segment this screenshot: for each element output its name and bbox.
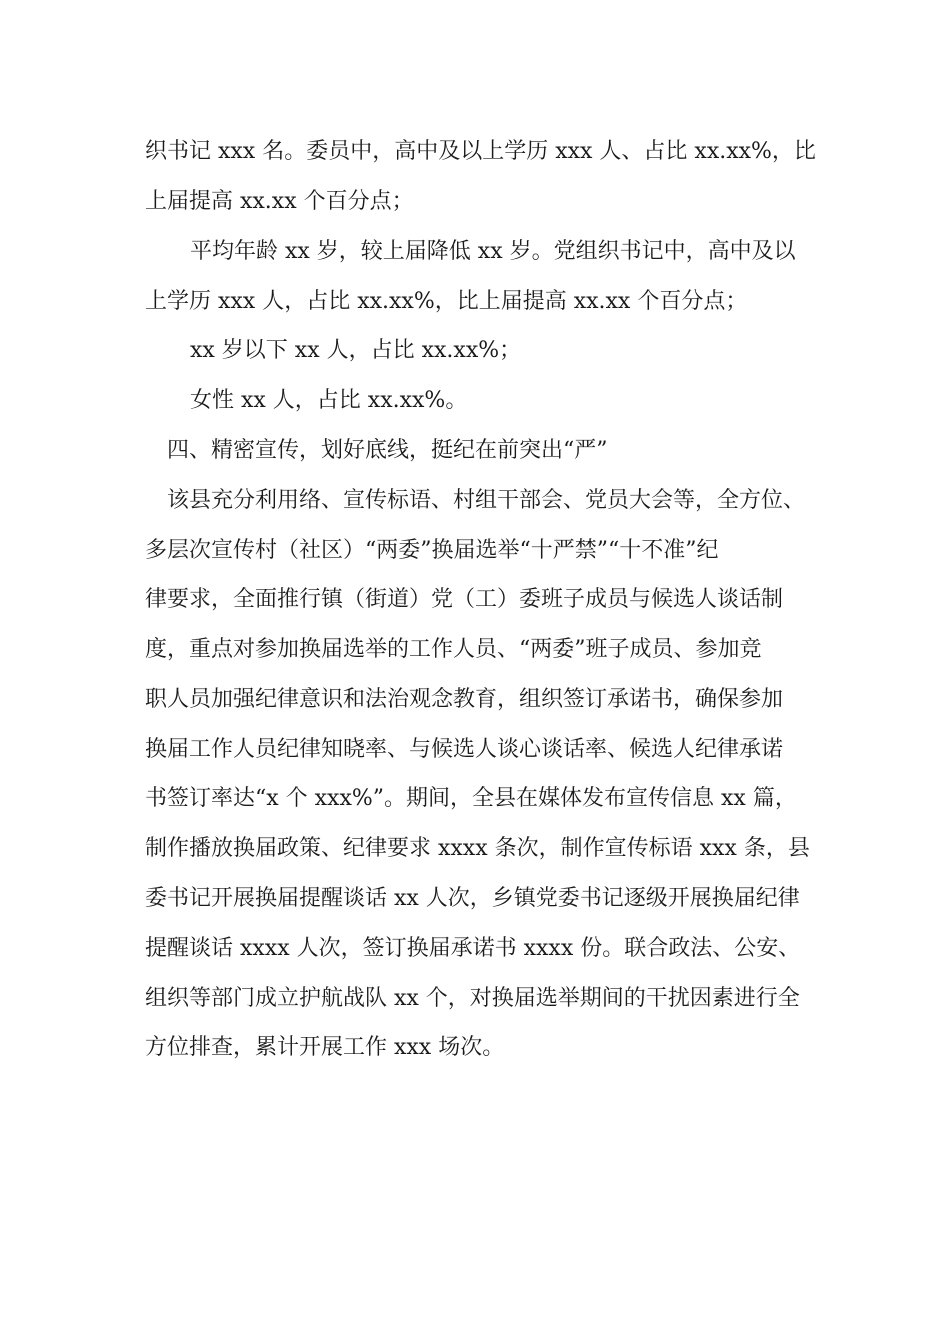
- text-line: 上届提高 xx.xx 个百分点；: [145, 189, 414, 214]
- text-line: xx 岁以下 xx 人，占比 xx.xx%；: [190, 338, 522, 363]
- text-line: 织书记 xxx 名。委员中，高中及以上学历 xxx 人、占比 xx.xx%，比: [145, 139, 816, 164]
- text-line: 组织等部门成立护航战队 xx 个，对换届选举期间的干扰因素进行全: [145, 986, 800, 1011]
- text-line: 委书记开展换届提醒谈话 xx 人次，乡镇党委书记逐级开展换届纪律: [145, 886, 800, 911]
- text-line: 制作播放换届政策、纪律要求 xxxx 条次，制作宣传标语 xxx 条，县: [145, 836, 810, 861]
- text-line: 提醒谈话 xxxx 人次，签订换届承诺书 xxxx 份。联合政法、公安、: [145, 936, 801, 961]
- text-line: 书签订率达“x 个 xxx%”。期间，全县在媒体发布宣传信息 xx 篇，: [145, 786, 797, 811]
- section-heading: 四、精密宣传，划好底线，挺纪在前突出“严”: [167, 438, 608, 463]
- text-line: 律要求，全面推行镇（街道）党（工）委班子成员与候选人谈话制: [145, 587, 784, 612]
- text-line: 换届工作人员纪律知晓率、与候选人谈心谈话率、候选人纪律承诺: [145, 737, 784, 762]
- text-line: 方位排查，累计开展工作 xxx 场次。: [145, 1035, 505, 1060]
- text-line: 多层次宣传村（社区）“两委”换届选举“十严禁”“十不准”纪: [145, 538, 719, 563]
- text-line: 职人员加强纪律意识和法治观念教育，组织签订承诺书，确保参加: [145, 687, 784, 712]
- text-line: 该县充分利用络、宣传标语、村组干部会、党员大会等，全方位、: [167, 488, 806, 513]
- text-line: 上学历 xxx 人，占比 xx.xx%，比上届提高 xx.xx 个百分点；: [145, 289, 748, 314]
- text-line: 女性 xx 人，占比 xx.xx%。: [190, 388, 468, 413]
- text-line: 平均年龄 xx 岁，较上届降低 xx 岁。党组织书记中，高中及以: [190, 239, 796, 264]
- text-line: 度，重点对参加换届选举的工作人员、“两委”班子成员、参加竞: [145, 637, 762, 662]
